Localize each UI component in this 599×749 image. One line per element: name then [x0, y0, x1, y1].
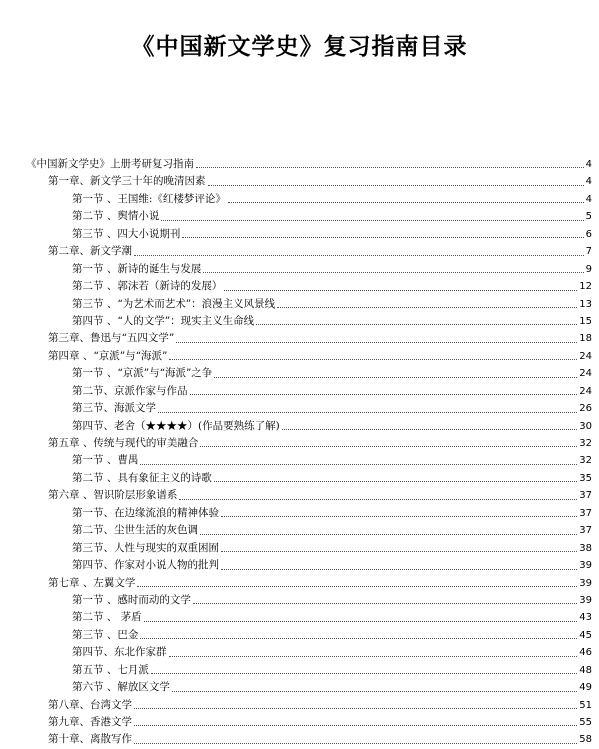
toc-leader-dots [190, 393, 578, 395]
toc-entry[interactable] [26, 348, 592, 365]
toc-page-number: 37 [579, 525, 592, 537]
toc-leader-dots [200, 445, 577, 447]
toc-leader-dots [176, 341, 577, 343]
toc-page-number: 35 [579, 472, 592, 484]
toc-entry-title: 《中国新文学史》上册考研复习指南 [26, 158, 194, 170]
toc-entry[interactable] [26, 191, 592, 208]
toc-leader-dots [179, 498, 577, 500]
toc-entry[interactable] [26, 156, 592, 173]
toc-entry-title: 第二节、京派作家与作品 [72, 384, 188, 397]
toc-page-number: 39 [579, 594, 592, 606]
toc-entry-title: 第一节 、王国维:《红楼梦评论》 [72, 192, 226, 205]
toc-entry[interactable] [26, 418, 592, 435]
toc-page-number: 32 [579, 438, 592, 449]
toc-entry-title: 第三章、鲁迅与“五四文学” [48, 332, 175, 345]
toc-leader-dots [277, 306, 577, 308]
toc-leader-dots [221, 568, 577, 570]
toc-page-number: 45 [579, 629, 592, 641]
toc-page-number: 13 [579, 298, 592, 310]
toc-entry-title: 第四节、老舍（★★★★）(作品要熟练了解) [72, 419, 280, 432]
toc-page-number: 37 [579, 490, 592, 502]
toc-page-number: 38 [579, 542, 592, 554]
toc-leader-dots [221, 550, 577, 552]
toc-entry-title: 第十章、离散写作 [48, 733, 132, 746]
toc-leader-dots [193, 602, 577, 604]
toc-entry[interactable] [26, 487, 592, 504]
toc-entry-title: 第五章 、传统与现代的审美融合 [48, 437, 199, 449]
toc-page-number: 58 [579, 734, 592, 746]
toc-leader-dots [140, 463, 577, 465]
toc-leader-dots [203, 271, 583, 273]
toc-leader-dots [134, 254, 584, 256]
toc-entry-title: 第四节 、“人的文学”：现实主义生命线 [72, 314, 255, 327]
toc-leader-dots [144, 620, 578, 622]
toc-entry-title: 第三节、海派文学 [72, 402, 156, 415]
toc-entry-title: 第一节 、曹禺 [72, 454, 139, 467]
toc-entry[interactable] [26, 627, 592, 644]
toc-entry-title: 第二节 、郭沫若（新诗的发展） [72, 280, 223, 293]
toc-entry[interactable] [26, 540, 592, 557]
toc-entry-title: 第二节 、具有象征主义的诗歌 [72, 471, 212, 484]
toc-page-number: 4 [585, 193, 592, 205]
toc-page-number: 39 [579, 577, 592, 589]
toc-page-number: 49 [579, 682, 592, 694]
toc-page-number: 12 [579, 281, 592, 293]
toc-entry-title: 第一节、在边缘流浪的精神体验 [72, 506, 219, 519]
toc-entry[interactable] [26, 296, 592, 313]
toc-entry[interactable] [26, 261, 592, 278]
toc-entry[interactable] [26, 662, 592, 679]
document-title: 《中国新文学史》复习指南目录 [131, 34, 468, 60]
toc-page-number: 18 [579, 333, 592, 345]
toc-leader-dots [134, 742, 577, 744]
toc-entry-title: 第五节 、七月派 [72, 663, 149, 676]
toc-entry-title: 第二节 、 茅盾 [72, 611, 142, 624]
toc-entry[interactable] [26, 575, 592, 592]
toc-entry[interactable] [26, 383, 592, 400]
toc-entry[interactable] [26, 435, 592, 452]
toc-leader-dots [169, 358, 577, 360]
toc-entry[interactable] [26, 609, 592, 626]
toc-entry[interactable] [26, 400, 592, 417]
toc-page-number: 5 [585, 211, 592, 223]
toc-page-number: 37 [579, 507, 592, 519]
toc-page-number: 24 [579, 385, 592, 397]
toc-leader-dots [282, 428, 578, 430]
toc-entry[interactable] [26, 470, 592, 487]
toc-entry-title: 第一章、新文学三十年的晚清因素 [48, 175, 206, 188]
toc-entry-title: 第九章、香港文学 [48, 716, 132, 728]
toc-entry-title: 第四节、作家对小说人物的批判 [72, 559, 219, 572]
toc-leader-dots [161, 219, 583, 221]
toc-leader-dots [134, 707, 577, 709]
toc-entry-title: 第二节 、舆情小说 [72, 210, 160, 223]
toc-entry[interactable] [26, 173, 592, 190]
toc-entry-title: 第三节、人性与现实的双重困囿 [72, 541, 219, 554]
toc-entry-title: 第三节 、“为艺术而艺术”：浪漫主义风景线 [72, 297, 276, 310]
toc-page-number: 32 [579, 455, 592, 467]
toc-entry[interactable] [26, 208, 592, 225]
toc-entry[interactable] [26, 697, 592, 714]
toc-entry-title: 第二节、尘世生活的灰色调 [72, 524, 198, 537]
toc-entry-title: 第三节 、巴金 [72, 628, 139, 641]
toc-entry-title: 第三节 、四大小说期刊 [72, 227, 181, 240]
toc-entry-title: 第一节 、感时而动的文学 [72, 593, 191, 606]
toc-page-number: 55 [579, 717, 592, 728]
toc-leader-dots [182, 236, 583, 238]
toc-page-number: 4 [585, 176, 592, 188]
toc-entry[interactable] [26, 313, 592, 330]
toc-entry[interactable] [26, 505, 592, 522]
toc-leader-dots [224, 289, 577, 291]
toc-leader-dots [169, 655, 578, 657]
toc-entry[interactable] [26, 557, 592, 574]
toc-page-number: 15 [579, 315, 592, 327]
toc-leader-dots [200, 533, 577, 535]
toc-page-number: 9 [585, 263, 592, 275]
toc-entry[interactable] [26, 731, 592, 748]
toc-entry-title: 第六章 、智识阶层形象谱系 [48, 489, 178, 502]
toc-entry-title: 第八章、台湾文学 [48, 698, 132, 711]
toc-entry[interactable] [26, 278, 592, 295]
toc-entry-title: 第六节 、解放区文学 [72, 681, 170, 694]
toc-leader-dots [140, 637, 577, 639]
toc-page-number: 7 [585, 246, 592, 258]
toc-page-number: 46 [579, 647, 592, 659]
toc-leader-dots [208, 184, 584, 186]
toc-entry[interactable] [26, 679, 592, 696]
toc-entry[interactable] [26, 452, 592, 469]
toc-entry-title: 第一节 、新诗的诞生与发展 [72, 262, 202, 275]
toc-entry-title: 第四节、东北作家群 [72, 646, 167, 659]
toc-page-number: 26 [579, 403, 592, 415]
toc-page-number: 51 [579, 699, 592, 711]
toc-entry[interactable] [26, 226, 592, 243]
toc-entry-title: 第一节 、“京派”与“海派”之争 [72, 367, 213, 380]
toc-leader-dots [137, 585, 577, 587]
toc-entry[interactable] [26, 592, 592, 609]
toc-entry[interactable] [26, 714, 592, 731]
toc-leader-dots [158, 411, 577, 413]
toc-leader-dots [221, 515, 577, 517]
toc-entry-title: 第七章 、左翼文学 [48, 576, 136, 589]
toc-page-number: 24 [579, 368, 592, 380]
toc-page-number: 30 [579, 420, 592, 432]
toc-page-number: 24 [579, 350, 592, 362]
toc-entry[interactable] [26, 330, 592, 347]
toc-entry[interactable] [26, 365, 592, 382]
toc-entry[interactable] [26, 522, 592, 539]
toc-entry-title: 第四章 、“京派”与“海派” [48, 349, 168, 362]
toc-entry[interactable] [26, 243, 592, 260]
toc-leader-dots [228, 201, 584, 203]
toc-leader-dots [151, 672, 577, 674]
toc-page-number: 4 [585, 159, 592, 170]
toc-leader-dots [196, 166, 584, 168]
toc-leader-dots [214, 480, 577, 482]
toc-page-number: 43 [579, 612, 592, 624]
toc-entry-title: 第二章、新文学潮 [48, 245, 132, 258]
toc-page-number: 6 [585, 228, 592, 240]
toc-leader-dots [134, 724, 577, 726]
toc-entry[interactable] [26, 644, 592, 661]
table-of-contents [26, 156, 592, 749]
toc-page-number: 39 [579, 560, 592, 572]
toc-page-number: 48 [579, 664, 592, 676]
toc-leader-dots [172, 690, 577, 692]
toc-leader-dots [214, 376, 577, 378]
toc-leader-dots [256, 323, 577, 325]
